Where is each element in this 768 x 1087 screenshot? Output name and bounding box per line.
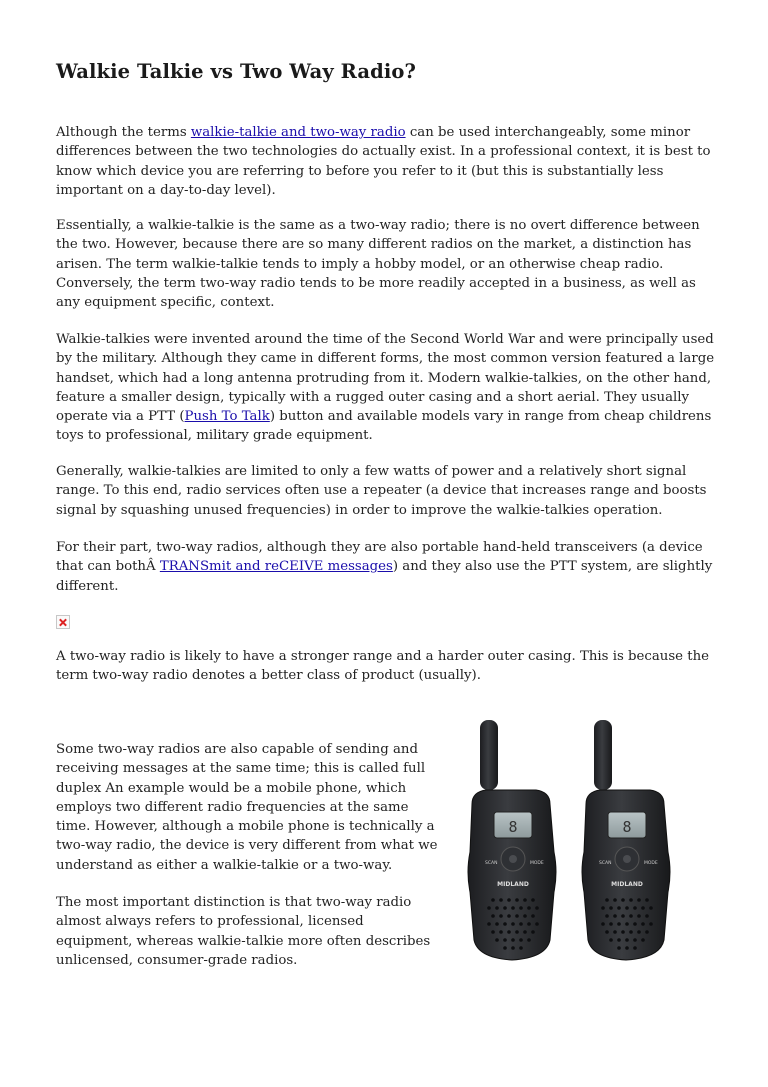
mode-label-left: MODE xyxy=(530,861,544,866)
paragraph-essentially: Essentially, a walkie-talkie is the same as a two-way radio; there is no overt difference between the two. However, because there are so many different radios on the market, a distinction has arisen. The term walkie-talkie tends to imply a hobby model, or an otherwise cheap radio. Conversely, the term two-way radio tends to be more readily accepted in a business, as well as any equipment specific, context. xyxy=(56,218,700,311)
screen-left-digit: 8 xyxy=(508,818,518,836)
two-way-text-after: ) and they also use the PTT system, are slightly different. xyxy=(56,559,713,594)
paragraph-power: Generally, walkie-talkies are limited to only a few watts of power and a relatively short signal range. To this end, radio services often use a repeater (a device that increases range and boosts signal by squashing unused frequencies) in order to improve the walkie-talkies operation. xyxy=(56,464,707,518)
broken-image-icon xyxy=(56,615,70,629)
walkie-talkies-photo xyxy=(458,712,682,967)
walkie-talkie-left xyxy=(468,720,556,960)
paragraph-intro xyxy=(56,123,716,200)
paragraph-duplex: Some two-way radios are also capable of sending and receiving messages at the same time; this is called full duplex An example would be a mobile phone, which employs two different radio frequencies at the same time. However, although a mobile phone is technically a two-way radio, the device is very different from what we understand as either a walkie-talkie or a two-way. xyxy=(56,742,438,873)
scan-label-right: SCAN xyxy=(599,861,612,866)
push-to-talk-link[interactable]: Push To Talk xyxy=(184,409,270,425)
paragraph-history xyxy=(56,330,716,446)
walkie-talkie-two-way-radio-link[interactable]: walkie-talkie and two-way radio xyxy=(190,125,406,140)
paragraph-range: A two-way radio is likely to have a stronger range and a harder outer casing. This is because the term two-way radio denotes a better class of product (usually). xyxy=(56,649,710,684)
dpad-center-right xyxy=(623,855,631,863)
antenna-right xyxy=(594,720,612,790)
brand-label-left: MIDLAND xyxy=(497,881,529,888)
page-title: Walkie Talkie vs Two Way Radio? xyxy=(56,60,417,83)
walkie-talkie-right xyxy=(582,720,670,960)
antenna-left xyxy=(480,720,498,790)
brand-label-right: MIDLAND xyxy=(611,881,643,888)
history-text-after: ) button and available models vary in range from cheap childrens toys to professional, military grade equipment. xyxy=(56,409,712,444)
two-way-text-before: For their part, two-way radios, although they are also portable hand-held transceivers (a device that can bothÂ xyxy=(56,540,703,575)
paragraph-two-way xyxy=(56,538,716,596)
intro-text-before: Although the terms xyxy=(56,125,191,140)
paragraph-distinction: The most important distinction is that two-way radio almost always refers to professional, licensed equipment, whereas walkie-talkie more often describes unlicensed, consumer-grade radios. xyxy=(56,895,431,968)
scan-label-left: SCAN xyxy=(485,861,498,866)
intro-text-after: can be used interchangeably, some minor differences between the two technologies do actually exist. In a professional context, it is best to know which device you are referring to before you refer to it (but this is substantially less important on a day-to-day level). xyxy=(56,125,711,198)
history-text-before: Walkie-talkies were invented around the time of the Second World War and were principally used by the military. Although they came in different forms, the most common version featured a large handset, which had a long antenna protruding from it. Modern walkie-talkies, on the other hand, feature a smaller design, typically with a rugged outer casing and a short aerial. They usually operate via a PTT ( xyxy=(56,332,715,425)
transmit-receive-link[interactable]: TRANSmit and reCEIVE messages xyxy=(159,559,393,575)
mode-label-right: MODE xyxy=(644,861,658,866)
dpad-center-left xyxy=(509,855,517,863)
screen-right-digit: 8 xyxy=(622,818,632,836)
